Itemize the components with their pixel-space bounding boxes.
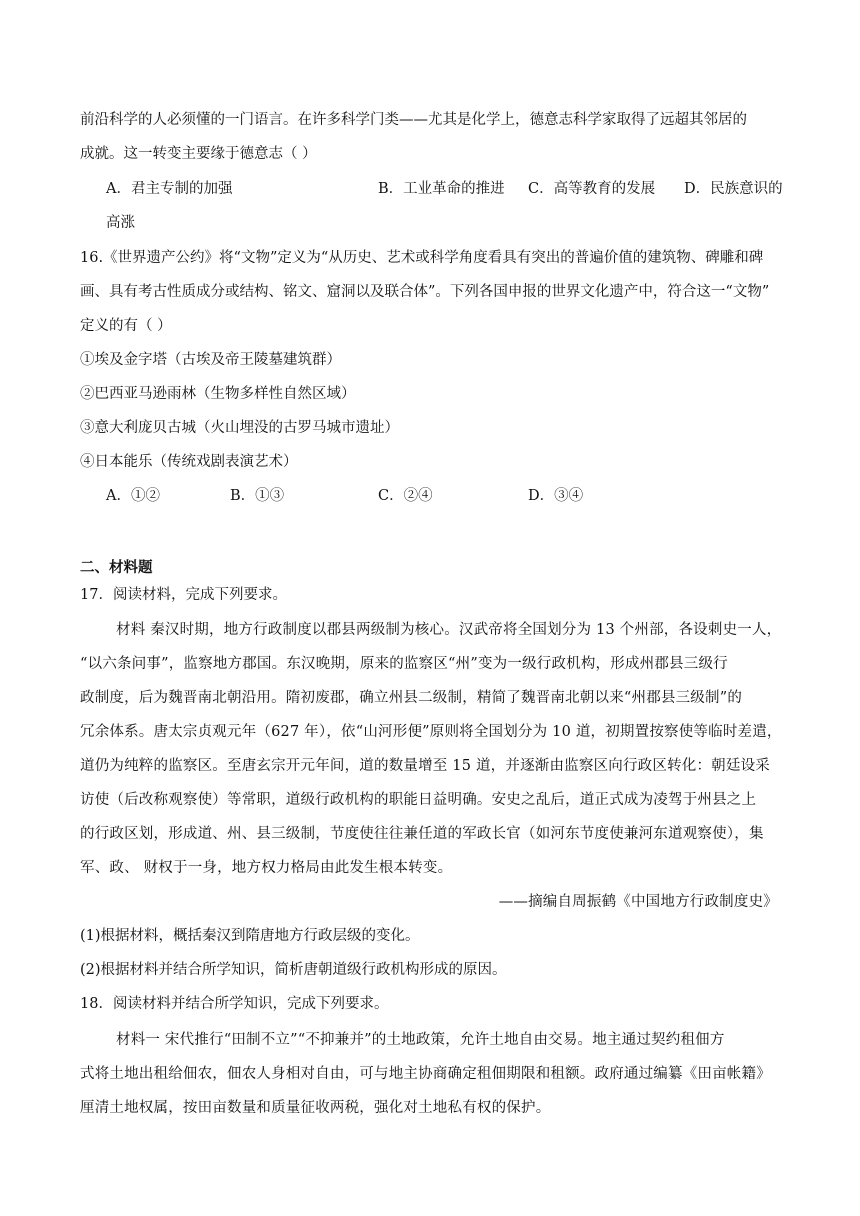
- q17-material-line-1: 材料 秦汉时期，地方行政制度以郡县两级制为核心。汉武帝将全国划分为 13 个州部，各设刺史一人，: [116, 622, 782, 638]
- q18-stem: 18．阅读材料并结合所学知识，完成下列要求。: [80, 996, 389, 1012]
- q17-material-line-5: 道仍为纯粹的监察区。至唐玄宗开元年间，道的数量增至 15 道，并逐渐由监察区向行政区转化：朝廷设采: [80, 758, 770, 774]
- q18-material-line-2: 式将土地出租给佃农，佃农人身相对自由，可与地主协商确定租佃期限和租额。政府通过编纂《田亩帐籍》: [80, 1066, 771, 1082]
- q17-material-line-2: “以六条问事”，监察地方郡国。东汉晚期，原来的监察区“州”变为一级行政机构，形成州郡县三级行: [80, 656, 728, 672]
- q16-option-d[interactable]: D．③④: [528, 488, 584, 504]
- q15-option-b[interactable]: B．工业革命的推进: [378, 181, 505, 197]
- q16-option-b[interactable]: B．①③: [230, 488, 285, 504]
- q15-option-a[interactable]: A．君主专制的加强: [106, 181, 233, 197]
- q15-option-c[interactable]: C．高等教育的发展: [528, 181, 656, 197]
- q17-subquestion-1: (1)根据材料，概括秦汉到隋唐地方行政层级的变化。: [80, 928, 420, 944]
- q15-option-d-continued: 高涨: [106, 215, 135, 231]
- q16-item-4: ④日本能乐（传统戏剧表演艺术）: [80, 454, 298, 470]
- q17-material-line-3: 政制度，后为魏晋南北朝沿用。隋初废郡，确立州县二级制，精简了魏晋南北朝以来“州郡县三级制”的: [80, 690, 743, 706]
- q15-option-d[interactable]: D．民族意识的: [684, 181, 783, 197]
- q16-item-1: ①埃及金字塔（古埃及帝王陵墓建筑群）: [80, 352, 341, 368]
- q16-text-line-3: 定义的有（ ）: [80, 318, 172, 334]
- q16-item-2: ②巴西亚马逊雨林（生物多样性自然区域）: [80, 386, 356, 402]
- q15-text-line-2: 成就。这一转变主要缘于德意志（ ）: [80, 146, 317, 162]
- q17-material-line-8: 军、政、 财权于一身，地方权力格局由此发生根本转变。: [80, 860, 453, 876]
- q15-text-line-1: 前沿科学的人必须懂的一门语言。在许多科学门类——尤其是化学上，德意志科学家取得了远超其邻居的: [80, 112, 747, 128]
- q17-subquestion-2: (2)根据材料并结合所学知识，简析唐朝道级行政机构形成的原因。: [80, 962, 507, 978]
- q17-material-line-4: 冗余体系。唐太宗贞观元年（627 年），依“山河形便”原则将全国划分为 10 道，初期置按察使等临时差遣，: [80, 724, 782, 740]
- q17-material-line-6: 访使（后改称观察使）等常职，道级行政机构的职能日益明确。安史之乱后，道正式成为凌驾于州县之上: [80, 792, 757, 808]
- q18-material-line-3: 厘清土地权属，按田亩数量和质量征收两税，强化对土地私有权的保护。: [80, 1100, 551, 1116]
- q17-source: ——摘编自周振鹤《中国地方行政制度史》: [498, 894, 778, 910]
- q16-item-3: ③意大利庞贝古城（火山埋没的古罗马城市遗址）: [80, 420, 399, 436]
- q17-stem: 17．阅读材料，完成下列要求。: [80, 587, 287, 603]
- q16-option-c[interactable]: C．②④: [378, 488, 433, 504]
- q16-option-a[interactable]: A．①②: [106, 488, 160, 504]
- q16-text-line-2: 画、具有考古性质成分或结构、铭文、窟洞以及联合体”。下列各国申报的世界文化遗产中，符合这一“文物”: [80, 284, 770, 300]
- q18-material-line-1: 材料一 宋代推行“田制不立”“不抑兼并”的土地政策，允许土地自由交易。地主通过契约租佃方: [116, 1032, 725, 1048]
- section-heading: 二、材料题: [80, 559, 153, 576]
- q16-text-line-1: 16.《世界遗产公约》将“文物”定义为“从历史、艺术或科学角度看具有突出的普遍价值的建筑物、碑雕和碑: [80, 250, 764, 266]
- q17-material-line-7: 的行政区划，形成道、州、县三级制，节度使往往兼任道的军政长官（如河东节度使兼河东道观察使），集: [80, 826, 764, 842]
